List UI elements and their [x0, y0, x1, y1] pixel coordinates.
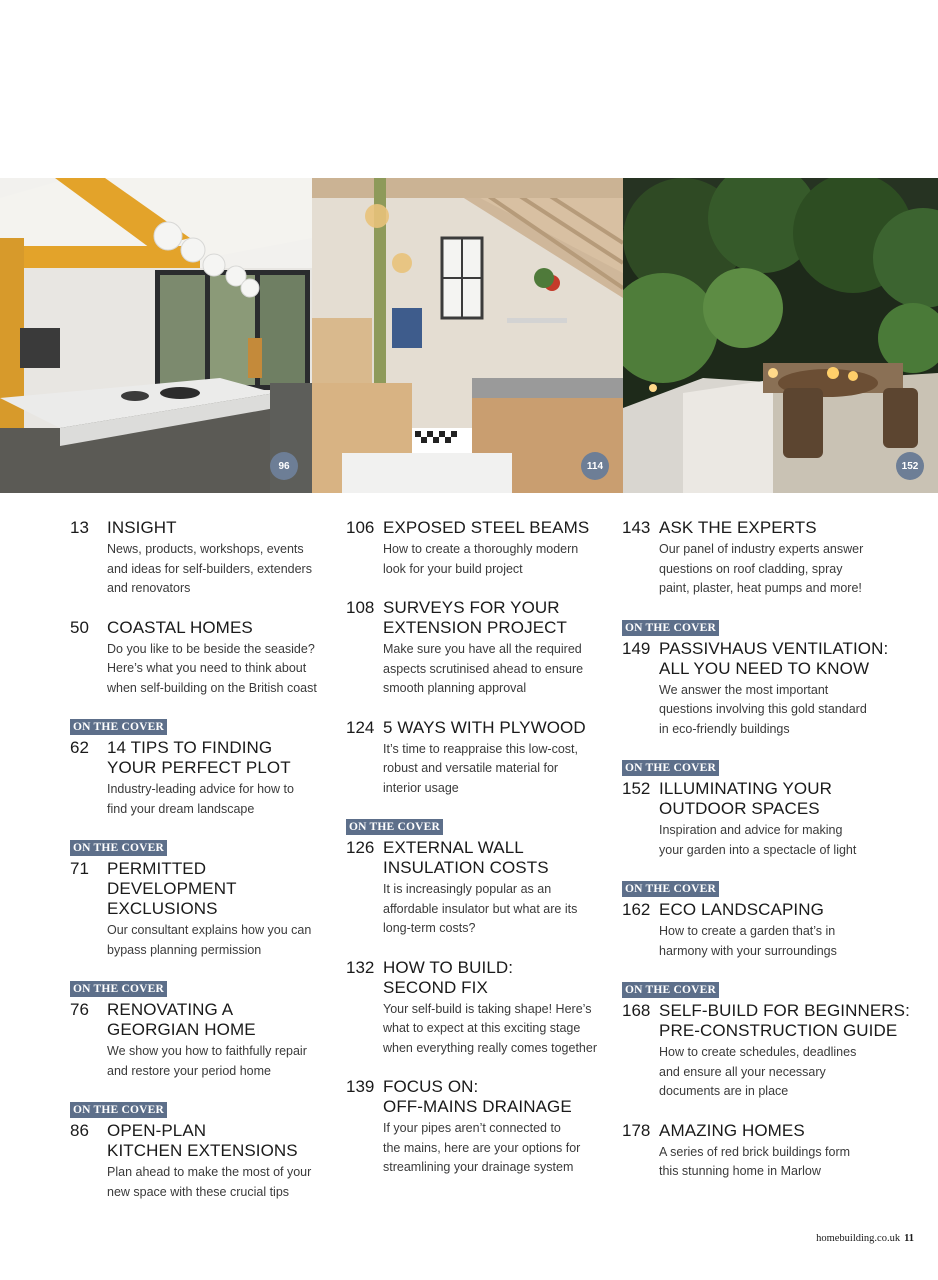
- description-line: Your self-build is taking shape! Here’s: [383, 1001, 592, 1016]
- entry-description: [659, 1043, 912, 1102]
- entry-title: PRE-CONSTRUCTION GUIDE: [659, 1021, 898, 1040]
- toc-entry[interactable]: [346, 598, 616, 699]
- description-line: what to expect at this exciting stage: [383, 1021, 581, 1035]
- page-number: 124: [346, 717, 375, 737]
- description-line: News, products, workshops, events: [107, 542, 304, 556]
- entry-title: ASK THE EXPERTS: [659, 518, 817, 537]
- entry-title: SURVEYS FOR YOUR: [383, 598, 560, 617]
- entry-title: YOUR PERFECT PLOT: [107, 758, 291, 777]
- page-number: 126: [346, 838, 375, 857]
- on-the-cover-tag: ON THE COVER: [70, 981, 167, 997]
- page-number: 50: [70, 617, 89, 637]
- description-line: A series of red brick buildings form: [659, 1144, 851, 1159]
- toc-entry[interactable]: [622, 758, 912, 860]
- on-the-cover-tag: ON THE COVER: [622, 982, 719, 998]
- description-line: How to create a garden that’s in: [659, 924, 836, 938]
- entry-title: PASSIVHAUS VENTILATION:: [659, 638, 889, 658]
- page-footer: [816, 1233, 914, 1244]
- toc-entry[interactable]: [70, 838, 340, 960]
- entry-title: EXCLUSIONS: [107, 899, 218, 918]
- description-line: in eco-friendly buildings: [659, 721, 790, 736]
- description-line: and ensure all your necessary: [659, 1064, 826, 1079]
- on-the-cover-tag: ON THE COVER: [70, 1102, 167, 1118]
- description-line: aspects scrutinised ahead to ensure: [383, 661, 584, 676]
- page-number: 108: [346, 598, 375, 617]
- toc-entry[interactable]: [70, 618, 340, 699]
- entry-title: 14 TIPS TO FINDING: [107, 738, 273, 757]
- description-line: documents are in place: [659, 1084, 789, 1098]
- toc-entry[interactable]: [346, 518, 616, 579]
- entry-description: [107, 780, 340, 819]
- description-line: It is increasingly popular as an: [383, 882, 552, 896]
- entry-description: [383, 880, 616, 939]
- description-line: interior usage: [383, 780, 459, 795]
- description-line: long-term costs?: [383, 921, 476, 935]
- footer-site[interactable]: homebuilding.co.uk: [816, 1233, 901, 1244]
- page-number: 178: [622, 1120, 651, 1140]
- entry-description: [107, 1042, 340, 1081]
- entry-title: SECOND FIX: [383, 977, 488, 997]
- description-line: paint, plaster, heat pumps and more!: [659, 581, 862, 595]
- description-line: harmony with your surroundings: [659, 943, 837, 958]
- description-line: and renovators: [107, 581, 191, 595]
- page-number: 162: [622, 900, 651, 919]
- entry-description: [383, 1119, 616, 1178]
- entry-title: OUTDOOR SPACES: [659, 799, 820, 818]
- entry-description: [383, 640, 616, 699]
- page-badge[interactable]: 114: [581, 452, 609, 480]
- description-line: when everything really comes together: [383, 1040, 598, 1055]
- description-line: streamlining your drainage system: [383, 1160, 574, 1174]
- toc-entry[interactable]: [346, 817, 616, 939]
- description-line: Make sure you have all the required: [383, 642, 582, 656]
- entry-description: [107, 540, 340, 599]
- description-line: Do you like to be beside the seaside?: [107, 641, 315, 656]
- on-the-cover-tag: ON THE COVER: [622, 620, 719, 636]
- garden-photo: [623, 178, 938, 493]
- description-line: Our consultant explains how you can: [107, 923, 312, 937]
- description-line: this stunning home in Marlow: [659, 1164, 821, 1178]
- page-badge[interactable]: 96: [270, 452, 298, 480]
- entry-title: OFF-MAINS DRAINAGE: [383, 1097, 572, 1116]
- entry-description: [659, 821, 912, 860]
- entry-title: INSIGHT: [107, 518, 177, 537]
- description-line: bypass planning permission: [107, 942, 262, 957]
- entry-title: PERMITTED DEVELOPMENT: [107, 859, 237, 898]
- toc-entry[interactable]: [70, 1100, 340, 1202]
- description-line: questions on roof cladding, spray: [659, 561, 843, 576]
- page-number: 143: [622, 518, 651, 537]
- entry-title: EXTENSION PROJECT: [383, 618, 568, 637]
- entry-title: ILLUMINATING YOUR: [659, 779, 832, 798]
- entry-title: KITCHEN EXTENSIONS: [107, 1141, 298, 1160]
- description-line: smooth planning approval: [383, 681, 527, 695]
- entry-description: [107, 640, 340, 699]
- toc-column-1: [70, 518, 340, 1221]
- toc-column-2: [346, 518, 616, 1197]
- description-line: It’s time to reappraise this low-cost,: [383, 741, 578, 756]
- entry-title: COASTAL HOMES: [107, 617, 253, 637]
- kitchen-photo: [0, 178, 312, 493]
- on-the-cover-tag: ON THE COVER: [70, 840, 167, 856]
- page-number: 168: [622, 1001, 651, 1020]
- description-line: and ideas for self-builders, extenders: [107, 561, 312, 576]
- photo-strip: [0, 178, 938, 493]
- galley-kitchen-photo: [312, 178, 623, 493]
- description-line: How to create schedules, deadlines: [659, 1045, 857, 1059]
- description-line: Industry-leading advice for how to: [107, 782, 294, 796]
- description-line: look for your build project: [383, 561, 523, 576]
- description-line: new space with these crucial tips: [107, 1184, 290, 1199]
- description-line: robust and versatile material for: [383, 761, 559, 775]
- page-number: 13: [70, 518, 89, 537]
- toc-entry[interactable]: [622, 1121, 912, 1182]
- entry-title: 5 WAYS WITH PLYWOOD: [383, 717, 586, 737]
- on-the-cover-tag: ON THE COVER: [622, 881, 719, 897]
- description-line: find your dream landscape: [107, 801, 255, 816]
- description-line: Plan ahead to make the most of your: [107, 1165, 312, 1179]
- page-number: 132: [346, 957, 375, 977]
- entry-title: INSULATION COSTS: [383, 858, 549, 877]
- page-number: 139: [346, 1077, 375, 1096]
- description-line: the mains, here are your options for: [383, 1140, 581, 1155]
- description-line: your garden into a spectacle of light: [659, 842, 857, 857]
- page-number: 76: [70, 1000, 89, 1019]
- on-the-cover-tag: ON THE COVER: [622, 760, 719, 776]
- toc-entry[interactable]: [70, 979, 340, 1081]
- entry-title: HOW TO BUILD:: [383, 957, 514, 977]
- description-line: affordable insulator but what are its: [383, 901, 578, 916]
- description-line: when self-building on the British coast: [107, 680, 317, 695]
- description-line: We answer the most important: [659, 682, 829, 697]
- on-the-cover-tag: ON THE COVER: [70, 719, 167, 735]
- description-line: and restore your period home: [107, 1063, 271, 1078]
- entry-title: ALL YOU NEED TO KNOW: [659, 658, 870, 678]
- footer-page-number: 11: [904, 1233, 914, 1244]
- page-badge[interactable]: 152: [896, 452, 924, 480]
- description-line: Inspiration and advice for making: [659, 823, 843, 837]
- entry-title: ECO LANDSCAPING: [659, 900, 824, 919]
- entry-description: [659, 922, 912, 961]
- toc-entry[interactable]: [622, 879, 912, 961]
- entry-description: [107, 921, 340, 960]
- entry-description: [383, 540, 616, 579]
- description-line: questions involving this gold standard: [659, 702, 867, 716]
- page-number: 86: [70, 1121, 89, 1140]
- entry-description: [659, 540, 912, 599]
- entry-title: OPEN-PLAN: [107, 1121, 207, 1140]
- toc-entry[interactable]: [622, 980, 912, 1102]
- toc-entry[interactable]: [622, 518, 912, 599]
- toc-entry[interactable]: [346, 1077, 616, 1178]
- entry-description: [659, 681, 912, 740]
- toc-entry[interactable]: [70, 518, 340, 599]
- toc-entry[interactable]: [70, 717, 340, 819]
- page-number: 106: [346, 518, 375, 537]
- page-number: 152: [622, 779, 651, 798]
- toc-entry[interactable]: [622, 618, 912, 740]
- entry-title: EXTERNAL WALL: [383, 838, 524, 857]
- entry-title: EXPOSED STEEL BEAMS: [383, 518, 590, 537]
- entry-title: GEORGIAN HOME: [107, 1020, 256, 1039]
- entry-title: SELF-BUILD FOR BEGINNERS:: [659, 1001, 910, 1020]
- page-number: 71: [70, 859, 89, 878]
- toc-entry[interactable]: [346, 718, 616, 799]
- entry-description: [107, 1163, 340, 1202]
- entry-title: AMAZING HOMES: [659, 1120, 805, 1140]
- description-line: How to create a thoroughly modern: [383, 542, 579, 556]
- toc-entry[interactable]: [346, 958, 616, 1059]
- entry-description: [383, 740, 616, 799]
- page-number: 149: [622, 638, 651, 658]
- description-line: We show you how to faithfully repair: [107, 1044, 307, 1058]
- description-line: Our panel of industry experts answer: [659, 542, 864, 556]
- description-line: Here’s what you need to think about: [107, 661, 307, 675]
- entry-title: FOCUS ON:: [383, 1077, 479, 1096]
- entry-description: [659, 1143, 912, 1182]
- toc-column-3: [622, 518, 912, 1201]
- description-line: If your pipes aren’t connected to: [383, 1121, 561, 1135]
- on-the-cover-tag: ON THE COVER: [346, 819, 443, 835]
- entry-title: RENOVATING A: [107, 1000, 234, 1019]
- page-number: 62: [70, 738, 89, 757]
- entry-description: [383, 1000, 616, 1059]
